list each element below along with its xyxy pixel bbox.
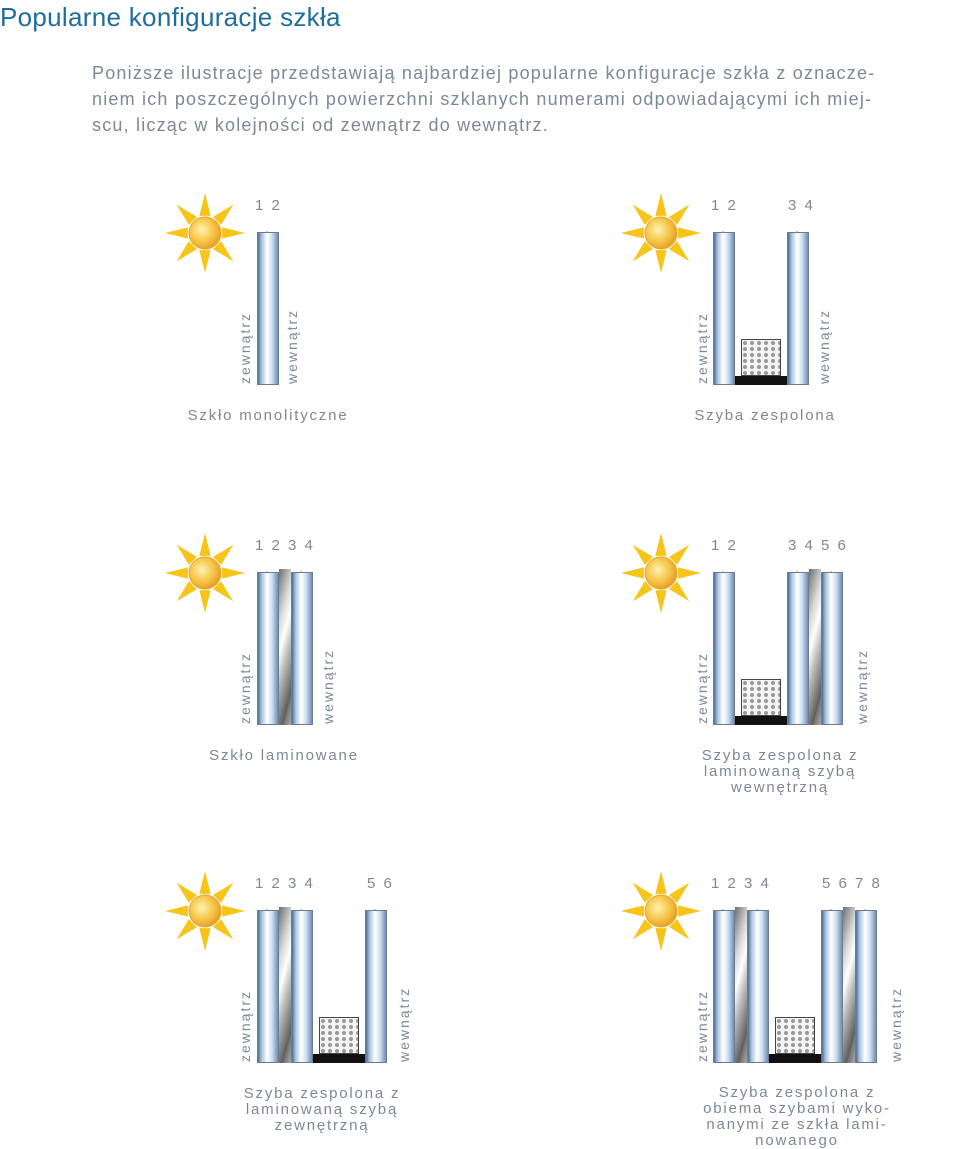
spacer-bar — [313, 1017, 365, 1063]
surface-numbers: 1 2 3 4 — [255, 537, 315, 554]
caption-line: Szkło laminowane — [209, 747, 359, 764]
glass-pane — [855, 910, 877, 1063]
caption-line: Szyba zespolona z — [718, 1084, 876, 1101]
intro-text — [92, 60, 952, 138]
laminate-interlayer — [843, 907, 855, 1063]
config-caption — [665, 408, 865, 424]
sun-icon — [164, 192, 246, 274]
caption-line: laminowaną szybą — [245, 1101, 399, 1118]
config-caption — [697, 1085, 897, 1149]
surface-numbers: 5 6 — [367, 875, 394, 892]
inside-label: wewnątrz — [320, 648, 336, 724]
caption-line: laminowaną szybą — [703, 763, 857, 780]
glass-pane — [291, 910, 313, 1063]
inside-label: wewnątrz — [888, 986, 904, 1062]
caption-line: Szyba zespolona z — [701, 747, 859, 764]
sun-icon — [620, 532, 702, 614]
caption-line: Szyba zespolona z — [243, 1085, 401, 1102]
surface-numbers: 1 2 — [711, 537, 738, 554]
config-caption — [184, 748, 384, 764]
spacer-bar — [735, 679, 787, 725]
caption-line: Szyba zespolona — [694, 407, 836, 424]
inside-label: wewnątrz — [396, 986, 412, 1062]
inside-label: wewnątrz — [816, 308, 832, 384]
sun-icon — [620, 870, 702, 952]
laminate-interlayer — [279, 907, 291, 1063]
sun-icon — [164, 870, 246, 952]
laminate-interlayer — [809, 569, 821, 725]
outside-label: zewnątrz — [694, 651, 710, 724]
caption-line: nowanego — [755, 1132, 839, 1149]
glass-pane — [787, 232, 809, 385]
surface-numbers: 5 6 7 8 — [822, 875, 882, 892]
sun-icon — [164, 532, 246, 614]
glass-pane — [713, 232, 735, 385]
surface-numbers: 3 4 — [788, 197, 815, 214]
glass-pane — [713, 910, 735, 1063]
glass-pane — [821, 572, 843, 725]
spacer-bar — [769, 1017, 821, 1063]
glass-pane — [747, 910, 769, 1063]
caption-line: Szkło monolityczne — [187, 407, 349, 424]
caption-line: wewnętrzną — [730, 779, 830, 796]
surface-numbers: 3 4 5 6 — [788, 537, 848, 554]
caption-line: obiema szybami wyko- — [703, 1100, 891, 1117]
inside-label: wewnątrz — [284, 308, 300, 384]
outside-label: zewnątrz — [694, 989, 710, 1062]
glass-pane — [291, 572, 313, 725]
outside-label: zewnątrz — [237, 311, 253, 384]
glass-pane — [257, 910, 279, 1063]
glass-pane — [257, 232, 279, 385]
surface-numbers: 1 2 — [711, 197, 738, 214]
config-caption — [168, 408, 368, 424]
surface-numbers: 1 2 — [255, 197, 282, 214]
glass-pane — [821, 910, 843, 1063]
surface-numbers: 1 2 3 4 — [255, 875, 315, 892]
glass-pane — [787, 572, 809, 725]
sun-icon — [620, 192, 702, 274]
config-caption — [222, 1086, 422, 1134]
page-title: Popularne konfiguracje szkła — [0, 2, 341, 32]
spacer-bar — [735, 339, 787, 385]
intro-line: Poniższe ilustracje przedstawiają najbardziej popularne konfiguracje szkła z oznacze- — [92, 63, 876, 83]
glass-pane — [365, 910, 387, 1063]
intro-line: niem ich poszczególnych powierzchni szklanych numerami odpowiadającymi ich miej- — [92, 89, 873, 109]
laminate-interlayer — [735, 907, 747, 1063]
caption-line: zewnętrzną — [274, 1117, 370, 1134]
outside-label: zewnątrz — [237, 651, 253, 724]
caption-line: nanymi ze szkła lami- — [706, 1116, 888, 1133]
outside-label: zewnątrz — [237, 989, 253, 1062]
outside-label: zewnątrz — [694, 311, 710, 384]
inside-label: wewnątrz — [854, 648, 870, 724]
glass-pane — [257, 572, 279, 725]
surface-numbers: 1 2 3 4 — [711, 875, 771, 892]
intro-line: scu, licząc w kolejności od zewnątrz do wewnątrz. — [92, 115, 549, 135]
glass-pane — [713, 572, 735, 725]
config-caption — [680, 748, 880, 796]
laminate-interlayer — [279, 569, 291, 725]
